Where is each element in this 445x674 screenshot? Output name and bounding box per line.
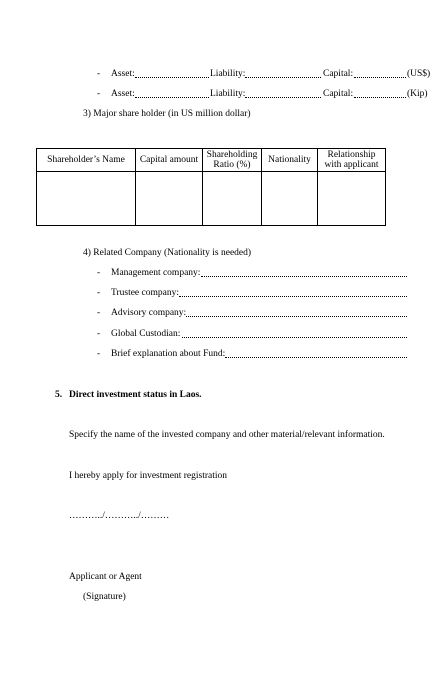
unit-label: (Kip) xyxy=(407,89,428,99)
management-company-field[interactable] xyxy=(201,268,407,277)
fund-explanation-field[interactable] xyxy=(225,349,407,358)
applicant-label: Applicant or Agent xyxy=(69,572,142,582)
section5-number: 5. xyxy=(55,390,63,400)
table-cell[interactable] xyxy=(136,172,203,226)
bullet: - xyxy=(97,268,101,278)
bullet: - xyxy=(97,69,101,79)
capital-field[interactable] xyxy=(354,89,406,98)
unit-label: (US$) xyxy=(407,69,431,79)
global-custodian-field[interactable] xyxy=(182,329,407,338)
capital-label: Capital: xyxy=(323,89,354,99)
section3-title: 3) Major share holder (in US million dollar) xyxy=(83,109,251,119)
shareholder-table xyxy=(36,148,386,226)
bullet: - xyxy=(97,89,101,99)
table-cell[interactable] xyxy=(318,172,386,226)
table-cell[interactable] xyxy=(203,172,262,226)
bullet: - xyxy=(97,329,101,339)
header-shareholder-name: Shareholder’s Name xyxy=(37,149,136,172)
item-label: Advisory company: xyxy=(111,308,187,318)
section5-instruction: Specify the name of the invested company and other material/relevant information. xyxy=(69,430,385,440)
trustee-company-field[interactable] xyxy=(179,288,407,297)
liability-label: Liability: xyxy=(210,69,246,79)
bullet: - xyxy=(97,288,101,298)
signature-label: (Signature) xyxy=(83,592,126,602)
section4-title: 4) Related Company (Nationality is needed) xyxy=(83,248,252,258)
apply-statement: I hereby apply for investment registration xyxy=(69,471,228,481)
bullet: - xyxy=(97,308,101,318)
liability-label: Liability: xyxy=(210,89,246,99)
section5-title: Direct investment status in Laos. xyxy=(69,390,202,400)
advisory-company-field[interactable] xyxy=(186,308,407,317)
item-label: Management company: xyxy=(111,268,201,278)
item-label: Brief explanation about Fund: xyxy=(111,349,226,359)
liability-field[interactable] xyxy=(245,89,321,98)
date-field[interactable]: ………../………../……… xyxy=(69,511,170,521)
liability-field[interactable] xyxy=(245,69,321,78)
header-relationship: Relationship with applicant xyxy=(318,149,386,172)
header-capital-amount: Capital amount xyxy=(136,149,203,172)
table-row xyxy=(37,172,386,226)
table-cell[interactable] xyxy=(37,172,136,226)
bullet: - xyxy=(97,349,101,359)
item-label: Global Custodian: xyxy=(111,329,181,339)
asset-field[interactable] xyxy=(135,69,209,78)
asset-field[interactable] xyxy=(135,89,209,98)
item-label: Trustee company: xyxy=(111,288,179,298)
header-shareholding-ratio: Shareholding Ratio (%) xyxy=(203,149,262,172)
capital-label: Capital: xyxy=(323,69,354,79)
table-cell[interactable] xyxy=(262,172,318,226)
asset-label: Asset: xyxy=(111,69,135,79)
capital-field[interactable] xyxy=(354,69,406,78)
header-nationality: Nationality xyxy=(262,149,318,172)
asset-label: Asset: xyxy=(111,89,135,99)
